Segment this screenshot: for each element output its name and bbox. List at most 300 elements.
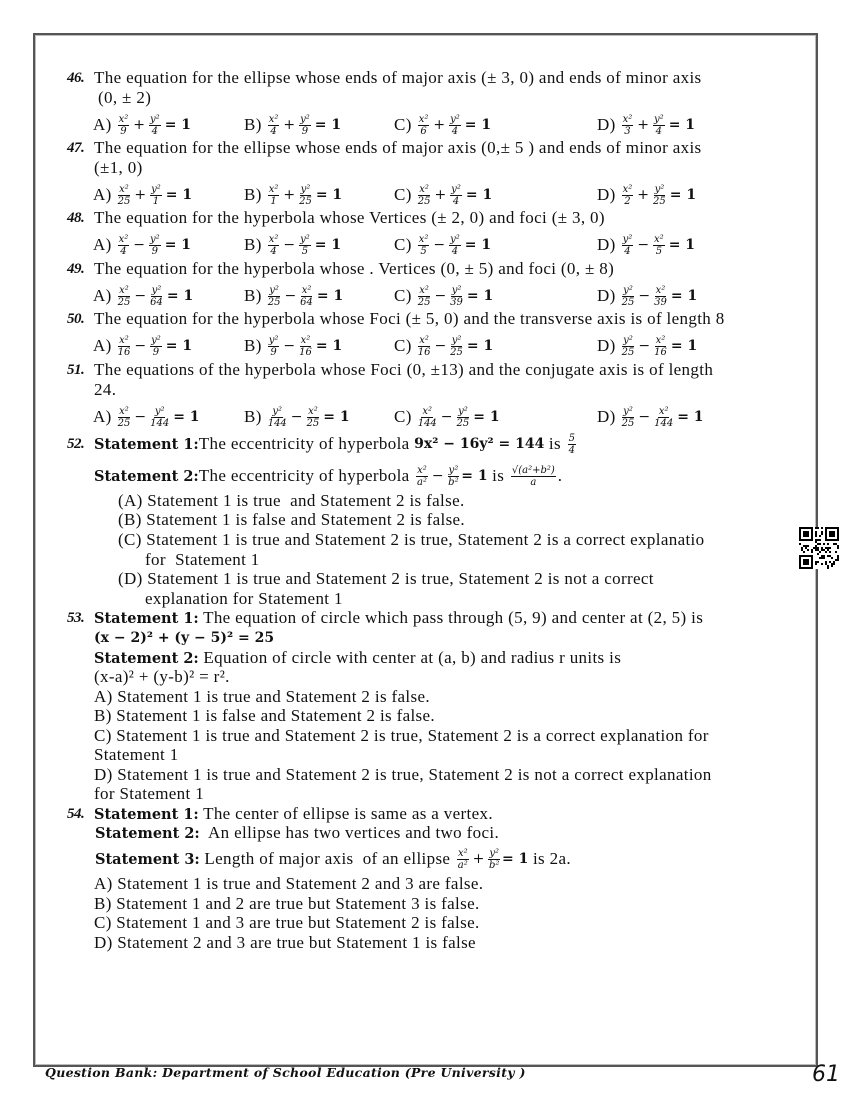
fraction (300, 285, 313, 308)
numerator: y² (272, 405, 283, 417)
fraction (149, 114, 161, 137)
denominator: 25 (450, 346, 463, 358)
text-segment: The equation of circle which pass through (5, 9) and center at (2, 5) is (198, 608, 704, 627)
answer-option[interactable] (597, 406, 704, 429)
numerator: x² (268, 183, 279, 195)
denominator: 1 (152, 195, 160, 207)
option-label: D) (597, 286, 616, 305)
answer-option[interactable] (394, 114, 491, 137)
text-line (118, 510, 465, 530)
numerator: y² (268, 334, 279, 346)
math-operator: − (638, 288, 651, 304)
text-segment: The eccentricity of hyperbola (198, 466, 415, 485)
answer-option[interactable] (394, 285, 493, 308)
equation-rhs: = 1 (323, 409, 350, 425)
denominator: 4 (655, 125, 663, 137)
fraction (622, 234, 634, 257)
text-line (67, 138, 702, 158)
fraction (299, 114, 311, 137)
fraction (622, 335, 635, 358)
fraction (149, 234, 161, 257)
numerator: x² (622, 113, 633, 125)
math-operator: + (134, 187, 147, 203)
numerator: x² (622, 183, 633, 195)
denominator: 25 (299, 195, 312, 207)
denominator: 9 (301, 125, 309, 137)
equation-rhs: = 1 (465, 187, 493, 203)
denominator: 25 (117, 195, 131, 207)
text-segment: is (544, 434, 566, 453)
answer-option[interactable] (597, 335, 697, 358)
option-label: B) (244, 115, 262, 134)
numerator: y² (623, 334, 633, 346)
equation-rhs: = 1 (315, 187, 343, 203)
math-operator: + (433, 117, 446, 133)
numerator: x² (418, 233, 429, 245)
numerator: y² (458, 405, 468, 417)
option-label: A) (93, 336, 112, 355)
answer-option[interactable] (597, 114, 695, 137)
text-line (94, 726, 709, 746)
denominator: 4 (568, 444, 575, 456)
text-segment: The equation for the ellipse whose ends of major axis (± 3, 0) and ends of minor axis (94, 68, 702, 87)
option-label: C) (394, 286, 412, 305)
denominator: 4 (270, 125, 277, 137)
denominator: a (530, 476, 537, 488)
fraction (418, 335, 431, 358)
equation-rhs: = 1 (173, 409, 200, 425)
text-line (118, 491, 465, 511)
footer-title: Question Bank: Department of School Education (Pre University ) (45, 1065, 526, 1080)
denominator: 5 (301, 245, 309, 257)
text-line (118, 530, 704, 550)
fraction (488, 848, 500, 871)
math-expression: 9x² − 16y² = 144 (414, 436, 545, 452)
fraction (118, 184, 131, 207)
numerator: y² (300, 233, 310, 245)
fraction (622, 184, 634, 207)
denominator: 144 (417, 417, 437, 429)
equation-rhs: = 1 (668, 117, 696, 133)
text-line (94, 874, 483, 894)
option-label: A) (93, 185, 112, 204)
fraction (268, 114, 280, 137)
text-segment: D) Statement 2 and 3 are true but Statement 1 is false (94, 933, 476, 952)
text-line (94, 706, 435, 726)
denominator: 144 (150, 417, 170, 429)
equation-rhs: = 1 (677, 409, 704, 425)
equation-rhs: = 1 (464, 237, 492, 253)
numerator: y² (151, 284, 162, 296)
fraction (653, 184, 666, 207)
numerator: x² (119, 334, 129, 346)
numerator: √(a²+b²) (511, 464, 555, 476)
equation-rhs: = 1 (166, 288, 194, 304)
text-segment: C) Statement 1 and 3 are true but Statement 2 is false. (94, 913, 480, 932)
equation-rhs: = 1 (164, 237, 192, 253)
text-segment: (C) Statement 1 is true and Statement 2 is true, Statement 2 is a correct explanatio (118, 530, 705, 549)
denominator: 25 (306, 417, 320, 429)
numerator: x² (119, 405, 129, 417)
numerator: y² (623, 284, 633, 296)
answer-option[interactable] (597, 184, 696, 207)
question-number: 46. (67, 69, 85, 86)
denominator: a² (416, 476, 427, 488)
numerator: y² (300, 183, 311, 195)
text-line (94, 628, 274, 648)
denominator: 4 (151, 125, 159, 137)
fraction (622, 114, 634, 137)
numerator: x² (268, 113, 279, 125)
text-line (94, 667, 230, 687)
denominator: 25 (456, 417, 470, 429)
answer-option[interactable] (93, 234, 191, 257)
fraction (150, 406, 169, 429)
numerator: y² (489, 847, 499, 859)
denominator: 2 (624, 195, 631, 207)
math-operator: + (637, 187, 650, 203)
question-number: 49. (67, 260, 85, 277)
text-line (98, 88, 151, 108)
numerator: y² (450, 233, 460, 245)
option-label: B) (244, 235, 262, 254)
math-operator: + (283, 117, 296, 133)
equation-rhs: = 1 (314, 237, 342, 253)
option-label: B) (244, 185, 262, 204)
text-line (67, 309, 725, 329)
equation-rhs: = 1 (314, 117, 342, 133)
text-segment: C) Statement 1 is true and Statement 2 is true, Statement 2 is a correct explanation for (94, 726, 709, 745)
denominator: 25 (621, 346, 635, 358)
text-line (67, 259, 614, 279)
fraction (622, 406, 635, 429)
math-operator: + (472, 851, 485, 867)
text-segment: Length of major axis of an ellipse (199, 849, 455, 868)
fraction (299, 335, 312, 358)
equation-rhs: = 1 (165, 187, 193, 203)
math-operator: − (431, 468, 444, 484)
numerator: y² (151, 334, 161, 346)
answer-option[interactable] (244, 184, 342, 207)
denominator: 4 (120, 245, 127, 257)
answer-option[interactable] (93, 406, 200, 429)
fraction (449, 114, 461, 137)
statement-label: Statement 2: (94, 467, 199, 485)
question-number: 50. (67, 310, 85, 327)
math-operator: + (434, 187, 447, 203)
math-operator: − (133, 237, 146, 253)
numerator: x² (655, 334, 666, 346)
math-operator: − (134, 409, 147, 425)
fraction (457, 848, 469, 871)
text-line (67, 608, 703, 628)
numerator: x² (268, 233, 279, 245)
fraction (654, 285, 667, 308)
answer-option[interactable] (394, 406, 500, 429)
page-number: 61 (812, 1062, 840, 1087)
answer-option[interactable] (597, 234, 695, 257)
math-expression: = 1 (461, 468, 488, 484)
math-operator: − (283, 338, 296, 354)
text-segment: for Statement 1 (145, 550, 260, 569)
option-label: A) (93, 115, 112, 134)
numerator: y² (448, 464, 459, 476)
numerator: y² (150, 113, 160, 125)
fraction (150, 285, 163, 308)
text-line (94, 687, 430, 707)
fraction (654, 335, 667, 358)
option-label: B) (244, 407, 262, 426)
fraction (299, 234, 311, 257)
numerator: y² (654, 183, 665, 195)
equation-rhs: = 1 (670, 338, 698, 354)
answer-option[interactable] (93, 285, 193, 308)
text-segment: is (487, 466, 509, 485)
question-number: 48. (67, 209, 85, 226)
text-line (94, 380, 116, 400)
equation-rhs: = 1 (464, 117, 492, 133)
fraction (268, 335, 280, 358)
option-label: D) (597, 235, 616, 254)
option-label: B) (244, 336, 262, 355)
denominator: 4 (270, 245, 277, 257)
text-segment: (D) Statement 1 is true and Statement 2 is true, Statement 2 is not a correct (118, 569, 654, 588)
text-segment: An ellipse has two vertices and two foci. (199, 823, 500, 842)
answer-option[interactable] (244, 335, 342, 358)
text-segment: explanation for Statement 1 (145, 589, 343, 608)
answer-option[interactable] (93, 335, 192, 358)
text-line (67, 68, 702, 88)
fraction (568, 433, 576, 456)
denominator: 25 (117, 417, 131, 429)
fraction (457, 406, 470, 429)
numerator: x² (655, 284, 666, 296)
denominator: 16 (117, 346, 131, 358)
option-label: D) (597, 407, 616, 426)
math-operator: − (434, 288, 447, 304)
fraction (418, 184, 431, 207)
fraction (450, 285, 463, 308)
answer-option[interactable] (394, 335, 493, 358)
fraction (511, 465, 556, 488)
math-operator: + (283, 187, 296, 203)
text-line (67, 434, 578, 454)
text-line (94, 745, 179, 765)
text-line (95, 823, 499, 843)
math-operator: − (134, 338, 147, 354)
fraction (118, 114, 130, 137)
math-operator: − (434, 338, 447, 354)
fraction (653, 234, 665, 257)
numerator: x² (300, 334, 311, 346)
text-line (94, 894, 480, 914)
option-label: D) (597, 185, 616, 204)
fraction (299, 184, 312, 207)
equation-rhs: = 1 (466, 338, 494, 354)
text-segment: (±1, 0) (94, 158, 143, 177)
fraction (654, 406, 673, 429)
option-label: D) (597, 115, 616, 134)
denominator: 25 (267, 296, 281, 308)
option-label: A) (93, 286, 112, 305)
text-line (118, 569, 654, 589)
question-number: 51. (67, 361, 85, 378)
text-segment: A) Statement 1 is true and Statement 2 is false. (94, 687, 430, 706)
qr-code-icon (799, 527, 839, 569)
numerator: x² (118, 113, 129, 125)
answer-option[interactable] (93, 114, 191, 137)
answer-option[interactable] (394, 184, 492, 207)
fraction (418, 285, 431, 308)
text-line (94, 158, 143, 178)
fraction (150, 184, 162, 207)
text-segment: (B) Statement 1 is false and Statement 2 is false. (118, 510, 466, 529)
denominator: 9 (120, 125, 127, 137)
denominator: 9 (151, 245, 159, 257)
equation-rhs: = 1 (668, 237, 696, 253)
numerator: y² (622, 233, 633, 245)
text-line (67, 360, 713, 380)
numerator: y² (654, 113, 664, 125)
denominator: 39 (654, 296, 667, 308)
answer-option[interactable] (597, 285, 697, 308)
statement-label: Statement 1: (94, 609, 199, 627)
denominator: 4 (452, 195, 460, 207)
denominator: 9 (270, 346, 277, 358)
answer-option[interactable] (244, 285, 343, 308)
text-line (145, 550, 260, 570)
denominator: 5 (420, 245, 427, 257)
numerator: y² (451, 284, 462, 296)
math-operator: − (284, 288, 297, 304)
denominator: 25 (417, 296, 431, 308)
fraction (418, 114, 430, 137)
equation-rhs: = 1 (164, 117, 192, 133)
denominator: 144 (654, 417, 674, 429)
fraction (118, 234, 130, 257)
numerator: x² (308, 405, 318, 417)
denominator: b² (448, 476, 459, 488)
question-number: 47. (67, 139, 85, 156)
numerator: x² (658, 405, 669, 417)
fraction (448, 465, 460, 488)
denominator: 9 (152, 346, 160, 358)
denominator: 25 (417, 195, 431, 207)
text-segment: is 2a. (528, 849, 571, 868)
option-label: C) (394, 115, 412, 134)
text-segment: D) Statement 1 is true and Statement 2 is true, Statement 2 is not a correct explanation (94, 765, 712, 784)
denominator: 4 (451, 245, 459, 257)
denominator: 16 (299, 346, 312, 358)
text-line (94, 765, 712, 785)
answer-option[interactable] (244, 406, 350, 429)
denominator: 64 (150, 296, 163, 308)
option-label: C) (394, 407, 412, 426)
numerator: x² (419, 284, 429, 296)
numerator: x² (118, 233, 129, 245)
question-number: 52. (67, 435, 85, 452)
equation-rhs: = 1 (669, 187, 697, 203)
statement-label: Statement 1: (94, 805, 199, 823)
text-line (95, 849, 571, 869)
answer-option[interactable] (244, 114, 341, 137)
option-label: C) (394, 336, 412, 355)
text-line (67, 804, 493, 824)
denominator: 16 (654, 346, 667, 358)
numerator: y² (451, 183, 461, 195)
answer-option[interactable] (93, 184, 192, 207)
denominator: 1 (270, 195, 277, 207)
fraction (118, 406, 131, 429)
answer-option[interactable] (244, 234, 341, 257)
fraction (268, 285, 281, 308)
denominator: 3 (624, 125, 631, 137)
numerator: x² (422, 405, 433, 417)
fraction (150, 335, 162, 358)
numerator: y² (150, 233, 160, 245)
numerator: x² (119, 284, 129, 296)
answer-option[interactable] (394, 234, 491, 257)
statement-label: Statement 2: (95, 824, 200, 842)
text-line (94, 933, 476, 953)
denominator: 25 (621, 296, 635, 308)
text-segment: The center of ellipse is same as a vertex. (198, 804, 493, 823)
statement-label: Statement 3: (95, 850, 200, 868)
option-label: A) (93, 235, 112, 254)
statement-label: Statement 2: (94, 649, 199, 667)
denominator: 6 (420, 125, 427, 137)
text-line (94, 466, 562, 486)
text-segment: B) Statement 1 is false and Statement 2 is false. (94, 706, 436, 725)
text-segment: The equation for the hyperbola whose Vertices (± 2, 0) and foci (± 3, 0) (94, 208, 605, 227)
text-line (145, 589, 343, 609)
text-segment: for Statement 1 (94, 784, 205, 803)
math-operator: − (283, 237, 296, 253)
denominator: 144 (267, 417, 287, 429)
numerator: x² (417, 464, 427, 476)
math-expression: = 1 (502, 851, 529, 867)
denominator: b² (488, 859, 500, 871)
text-line (94, 913, 480, 933)
text-segment: (0, ± 2) (98, 88, 152, 107)
fraction (622, 285, 635, 308)
fraction (450, 184, 462, 207)
text-segment: . (557, 466, 563, 485)
fraction (268, 184, 280, 207)
fraction (653, 114, 665, 137)
question-number: 53. (67, 609, 85, 626)
option-label: A) (93, 407, 112, 426)
numerator: x² (418, 113, 429, 125)
numerator: x² (301, 284, 312, 296)
fraction (418, 406, 437, 429)
denominator: a² (457, 859, 468, 871)
numerator: y² (300, 113, 310, 125)
denominator: 39 (450, 296, 463, 308)
equation-rhs: = 1 (315, 338, 343, 354)
denominator: 4 (451, 125, 459, 137)
question-number: 54. (67, 805, 85, 822)
statement-label: Statement 1: (94, 435, 199, 453)
text-segment: (x-a)² + (y-b)² = r². (94, 667, 230, 686)
text-line (67, 208, 605, 228)
math-operator: − (290, 409, 303, 425)
option-label: D) (597, 336, 616, 355)
numerator: y² (450, 113, 460, 125)
text-line (94, 648, 621, 668)
equation-rhs: = 1 (473, 409, 500, 425)
text-line (94, 784, 204, 804)
